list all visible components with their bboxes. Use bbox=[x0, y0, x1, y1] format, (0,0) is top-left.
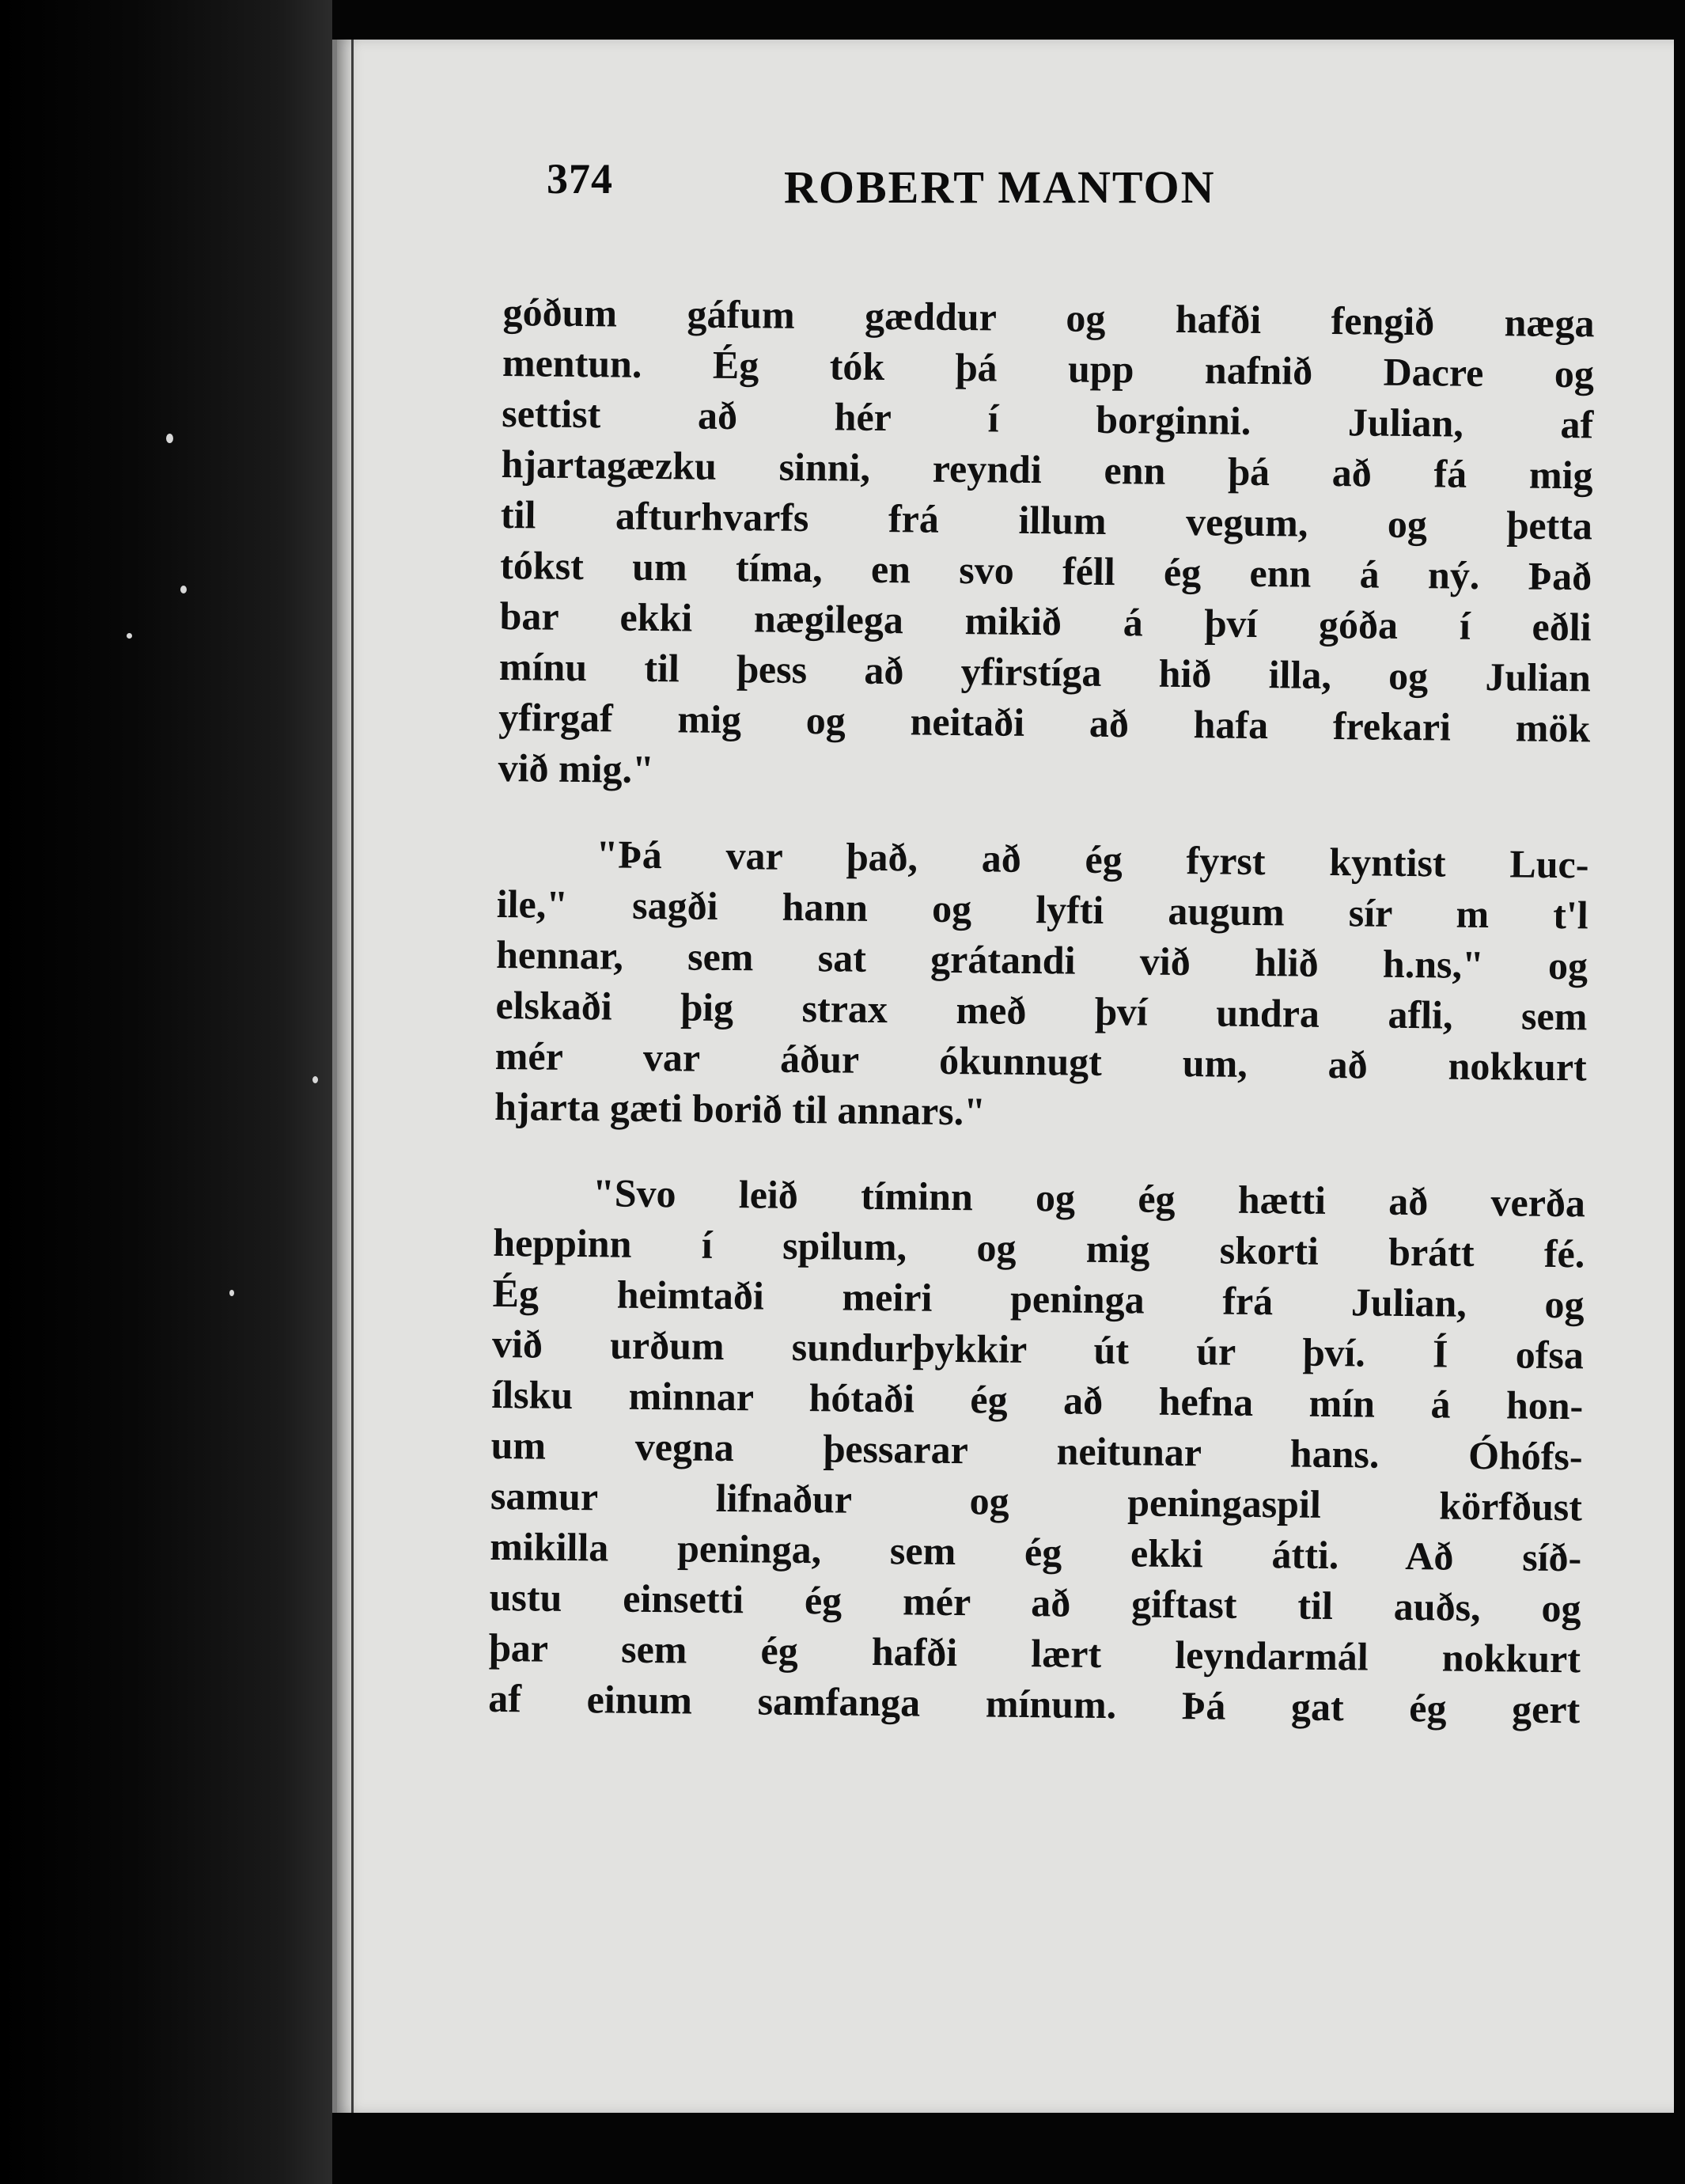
scan-speck bbox=[127, 633, 132, 639]
text-line: af einum samfanga mínum. Þá gat ég gert bbox=[488, 1675, 1581, 1732]
text-line: heppinn í spilum, og mig skorti brátt fé. bbox=[493, 1219, 1585, 1276]
text-line: þar sem ég hafði lært leyndarmál nokkurt bbox=[488, 1625, 1581, 1682]
text-line: "Þá var það, að ég fyrst kyntist Luc- bbox=[596, 832, 1589, 887]
scan-speck bbox=[180, 586, 187, 593]
page-header bbox=[547, 154, 1591, 241]
paragraph bbox=[498, 286, 1595, 804]
text-line: hjarta gæti borið til annars." bbox=[494, 1083, 986, 1134]
text-line: bar ekki nægilega mikið á því góða í eðli bbox=[499, 593, 1592, 650]
text-line: hjartagæzku sinni, reyndi enn þá að fá mig bbox=[501, 441, 1593, 498]
running-head: ROBERT MANTON bbox=[784, 161, 1216, 213]
text-line: um vegna þessarar neitunar hans. Óhófs- bbox=[490, 1422, 1583, 1479]
text-line: yfirgaf mig og neitaði að hafa frekari mök bbox=[498, 694, 1591, 751]
page-gutter-line bbox=[351, 40, 354, 2113]
text-line: mikilla peninga, sem ég ekki átti. Að síð- bbox=[490, 1523, 1582, 1580]
scan-speck bbox=[312, 1076, 318, 1083]
text-line: góðum gáfum gæddur og hafði fengið næga bbox=[502, 289, 1595, 346]
text-line: mínu til þess að yfirstíga hið illa, og Julian bbox=[498, 643, 1592, 700]
book-page bbox=[332, 40, 1674, 2113]
text-line: samur lifnaður og peningaspil körfðust bbox=[490, 1473, 1583, 1530]
text-line: við mig." bbox=[498, 745, 655, 792]
dark-scan-margin bbox=[0, 0, 332, 2184]
text-line: tókst um tíma, en svo féll ég enn á ný. Það bbox=[500, 542, 1592, 599]
page-number: 374 bbox=[547, 155, 613, 203]
paragraph bbox=[488, 1166, 1585, 1735]
paragraph bbox=[494, 828, 1589, 1143]
scan-speck bbox=[229, 1290, 234, 1296]
text-line: elskaði þig strax með því undra afli, sem bbox=[495, 982, 1588, 1039]
body-text bbox=[488, 286, 1595, 1735]
text-line: við urðum sundurþykkir út úr því. Í ofsa bbox=[491, 1321, 1585, 1378]
scan-speck bbox=[166, 434, 173, 443]
text-line: settist að hér í borginni. Julian, af bbox=[502, 390, 1594, 447]
text-line: ílsku minnar hótaði ég að hefna mín á hon- bbox=[491, 1371, 1584, 1428]
text-line: "Svo leið tíminn og ég hætti að verða bbox=[592, 1170, 1586, 1226]
text-line: ile," sagði hann og lyfti augum sír m t'l bbox=[496, 881, 1589, 938]
text-line: til afturhvarfs frá illum vegum, og þetta bbox=[500, 491, 1593, 548]
text-line: mentun. Ég tók þá upp nafnið Dacre og bbox=[502, 339, 1595, 396]
text-line: hennar, sem sat grátandi við hlið h.ns," og bbox=[495, 931, 1588, 988]
text-line: Ég heimtaði meiri peninga frá Julian, og bbox=[492, 1270, 1585, 1327]
text-line: ustu einsetti ég mér að giftast til auðs, og bbox=[489, 1574, 1581, 1631]
text-line: mér var áður ókunnugt um, að nokkurt bbox=[494, 1033, 1588, 1090]
